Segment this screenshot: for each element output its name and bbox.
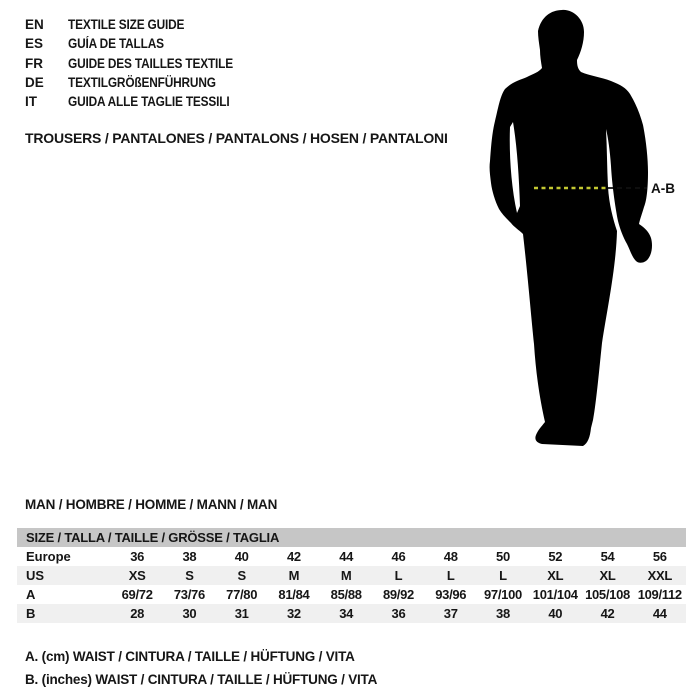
language-label: GUIDE DES TAILLES TEXTILE [68, 55, 234, 71]
size-cell: 30 [182, 606, 197, 621]
size-cell: 93/96 [435, 587, 467, 602]
size-cell: S [185, 568, 194, 583]
section-label-man [25, 497, 277, 512]
size-cell: 34 [339, 606, 354, 621]
size-cell: 89/92 [382, 587, 414, 602]
size-cell: 31 [234, 606, 249, 621]
garment-title [25, 130, 448, 146]
size-cell: 44 [339, 549, 354, 564]
size-cell: 77/80 [226, 587, 258, 602]
size-table [17, 528, 686, 623]
size-cell: 37 [443, 606, 458, 621]
size-cell: 36 [130, 549, 145, 564]
row-label: US [26, 568, 45, 583]
size-cell: 54 [600, 549, 615, 564]
language-code: ES [25, 36, 44, 52]
language-code: FR [25, 55, 43, 71]
size-table-rows [17, 547, 686, 623]
size-cell: 38 [496, 606, 510, 621]
language-label: TEXTILE SIZE GUIDE [68, 17, 185, 33]
size-cell: 101/104 [532, 587, 578, 602]
note-b [25, 668, 377, 691]
size-cell: L [394, 568, 403, 583]
size-cell: 46 [391, 549, 406, 564]
footnotes [25, 645, 377, 692]
row-label: Europe [26, 549, 71, 564]
language-row-en [25, 15, 256, 34]
size-cell: M [288, 568, 300, 583]
row-label: B [26, 606, 36, 621]
man-silhouette [480, 0, 700, 480]
size-table-header-text: SIZE / TALLA / TAILLE / GRÖSSE / TAGLIA [26, 530, 280, 545]
size-cell: 42 [600, 606, 615, 621]
size-cell: 50 [496, 549, 510, 564]
silhouette-body [490, 10, 652, 446]
language-label: GUIDA ALLE TAGLIE TESSILI [68, 94, 230, 110]
size-cell: 69/72 [121, 587, 153, 602]
table-row-europe [17, 547, 686, 566]
table-row-b [17, 604, 686, 623]
size-cell: 42 [286, 549, 301, 564]
table-row-us [17, 566, 686, 585]
size-cell: L [446, 568, 455, 583]
size-cell: 97/100 [484, 587, 522, 602]
note-b-text: B. (inches) WAIST / CINTURA / TAILLE / HÜFTUNG / VITA [25, 672, 378, 688]
size-cell: 40 [234, 549, 249, 564]
size-cell: 73/76 [173, 587, 205, 602]
size-cell: XS [128, 568, 146, 583]
language-label: TEXTILGRÖßENFÜHRUNG [68, 75, 216, 91]
size-cell: 38 [182, 549, 197, 564]
language-row-it [25, 92, 256, 111]
size-cell: 32 [286, 606, 301, 621]
language-row-es [25, 34, 256, 53]
size-cell: 52 [548, 549, 563, 564]
language-code: IT [25, 94, 37, 110]
size-cell: S [237, 568, 246, 583]
size-cell: XL [547, 568, 564, 583]
language-row-fr [25, 54, 256, 73]
language-code: EN [25, 17, 44, 33]
size-cell: 36 [391, 606, 406, 621]
size-cell: 40 [548, 606, 563, 621]
language-code: DE [25, 75, 44, 91]
language-label: GUÍA DE TALLAS [68, 36, 164, 52]
size-cell: 56 [652, 549, 667, 564]
language-list [25, 15, 256, 111]
note-a-text: A. (cm) WAIST / CINTURA / TAILLE / HÜFTUNG / VITA [25, 649, 355, 664]
size-cell: L [499, 568, 507, 583]
size-cell: 105/108 [585, 587, 630, 602]
size-cell: 44 [652, 606, 667, 621]
size-cell: 28 [130, 606, 145, 621]
language-row-de [25, 73, 256, 92]
row-label: A [26, 587, 36, 602]
section-label-man-text: MAN / HOMBRE / HOMME / MANN / MAN [25, 497, 278, 512]
measure-label-ab: A-B [651, 181, 675, 196]
note-a [25, 645, 377, 668]
size-cell: 109/112 [637, 587, 682, 602]
size-cell: M [340, 568, 352, 583]
size-cell: 48 [443, 549, 458, 564]
size-cell: 85/88 [330, 587, 362, 602]
table-row-a [17, 585, 686, 604]
size-cell: 81/84 [278, 587, 310, 602]
size-table-header [17, 528, 686, 547]
size-cell: XXL [647, 568, 672, 583]
garment-title-text: TROUSERS / PANTALONES / PANTALONS / HOSEN / PANTALONI [25, 130, 448, 146]
size-cell: XL [599, 568, 616, 583]
